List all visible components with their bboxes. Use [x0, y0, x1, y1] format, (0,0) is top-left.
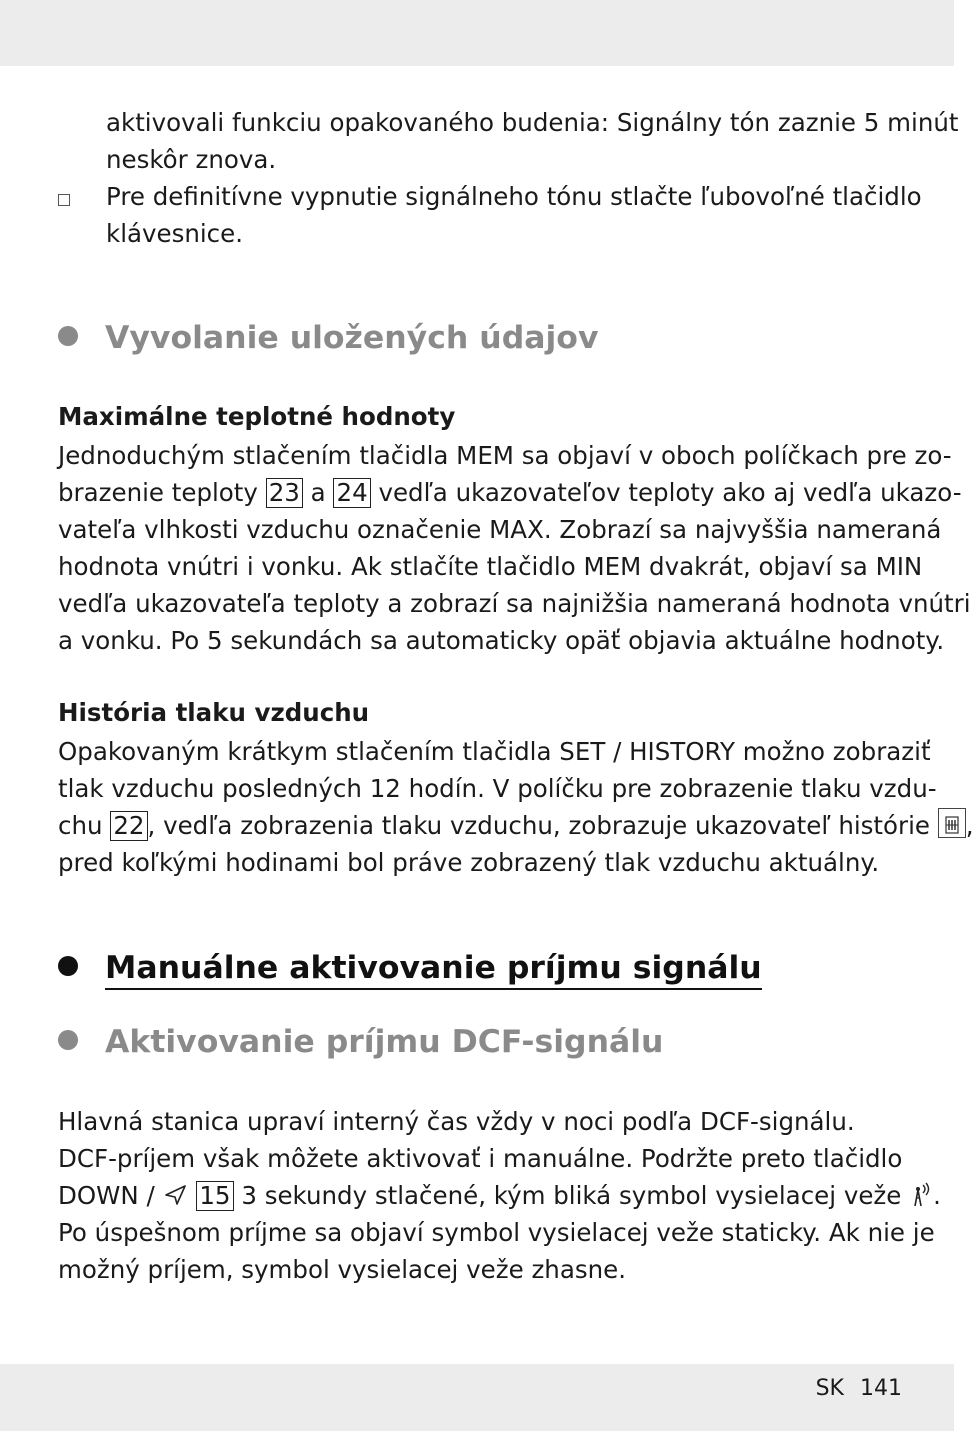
bullet-dot-icon: [58, 956, 78, 976]
intro-line-2: neskôr znova.: [106, 145, 277, 174]
intro-line-1: aktivovali funkciu opakovaného budenia: Signálny tón zaznie 5 minút: [106, 108, 959, 137]
subheading-pressure-history: História tlaku vzduchu: [58, 698, 370, 727]
para1-line-6: a vonku. Po 5 sekundách sa automaticky opäť objavia aktuálne hodnoty.: [58, 626, 945, 655]
radio-tower-icon: [909, 1181, 933, 1207]
para1-line-4: hodnota vnútri i vonku. Ak stlačíte tlačidlo MEM dvakrát, objaví sa MIN: [58, 552, 923, 581]
header-bar: [0, 0, 954, 66]
para2-line-3: chu 22 , vedľa zobrazenia tlaku vzduchu, zobrazuje ukazovateľ histórie ,: [58, 807, 974, 844]
ref-15: 15: [196, 1181, 233, 1211]
history-indicator-icon: [938, 808, 966, 838]
section-heading-manual-reception: Manuálne aktivovanie príjmu signálu: [58, 950, 762, 986]
para3-line-2: DCF-príjem však môžete aktivovať i manuálne. Podržte preto tlačidlo: [58, 1144, 903, 1173]
page-number: [816, 1376, 902, 1401]
footer-bar: [0, 1364, 954, 1431]
bullet-square-icon: [58, 194, 70, 206]
para3-line-3: DOWN / 15 3 sekundy stlačené, kým bliká symbol vysielacej veže .: [58, 1181, 941, 1210]
page-number-value: 141: [860, 1376, 902, 1401]
subheading-max-temp: Maximálne teplotné hodnoty: [58, 402, 456, 431]
para2-line-2: tlak vzduchu posledných 12 hodín. V políčku pre zobrazenie tlaku vzdu-: [58, 774, 937, 803]
para1-line-2: brazenie teploty 23 a 24 vedľa ukazovateľov teploty ako aj vedľa ukazo-: [58, 478, 962, 507]
section-heading-dcf: Aktivovanie príjmu DCF-signálu: [58, 1024, 663, 1060]
ref-22: 22: [110, 811, 147, 841]
bullet-dot-icon: [58, 1030, 78, 1050]
ref-23: 23: [266, 478, 303, 508]
para1-line-1: Jednoduchým stlačením tlačidla MEM sa objaví v oboch políčkach pre zo-: [58, 441, 952, 470]
ref-24: 24: [333, 478, 370, 508]
para1-line-3: vateľa vlhkosti vzduchu označenie MAX. Zobrazí sa najvyššia nameraná: [58, 515, 942, 544]
para3-line-5: možný príjem, symbol vysielacej veže zhasne.: [58, 1255, 626, 1284]
para1-line-5: vedľa ukazovateľa teploty a zobrazí sa najnižšia nameraná hodnota vnútri: [58, 589, 971, 618]
bullet-line-1: Pre definitívne vypnutie signálneho tónu stlačte ľubovoľné tlačidlo: [106, 182, 922, 211]
para2-line-4: pred koľkými hodinami bol práve zobrazený tlak vzduchu aktuálny.: [58, 848, 880, 877]
bullet-dot-icon: [58, 326, 78, 346]
signal-arrow-icon: [163, 1180, 189, 1204]
bullet-line-2: klávesnice.: [106, 219, 244, 248]
section-heading-recall: Vyvolanie uložených údajov: [58, 320, 598, 356]
para3-line-4: Po úspešnom príjme sa objaví symbol vysielacej veže staticky. Ak nie je: [58, 1218, 935, 1247]
para2-line-1: Opakovaným krátkym stlačením tlačidla SET / HISTORY možno zobraziť: [58, 737, 931, 766]
para3-line-1: Hlavná stanica upraví interný čas vždy v noci podľa DCF-signálu.: [58, 1107, 855, 1136]
language-code: SK: [815, 1376, 844, 1401]
